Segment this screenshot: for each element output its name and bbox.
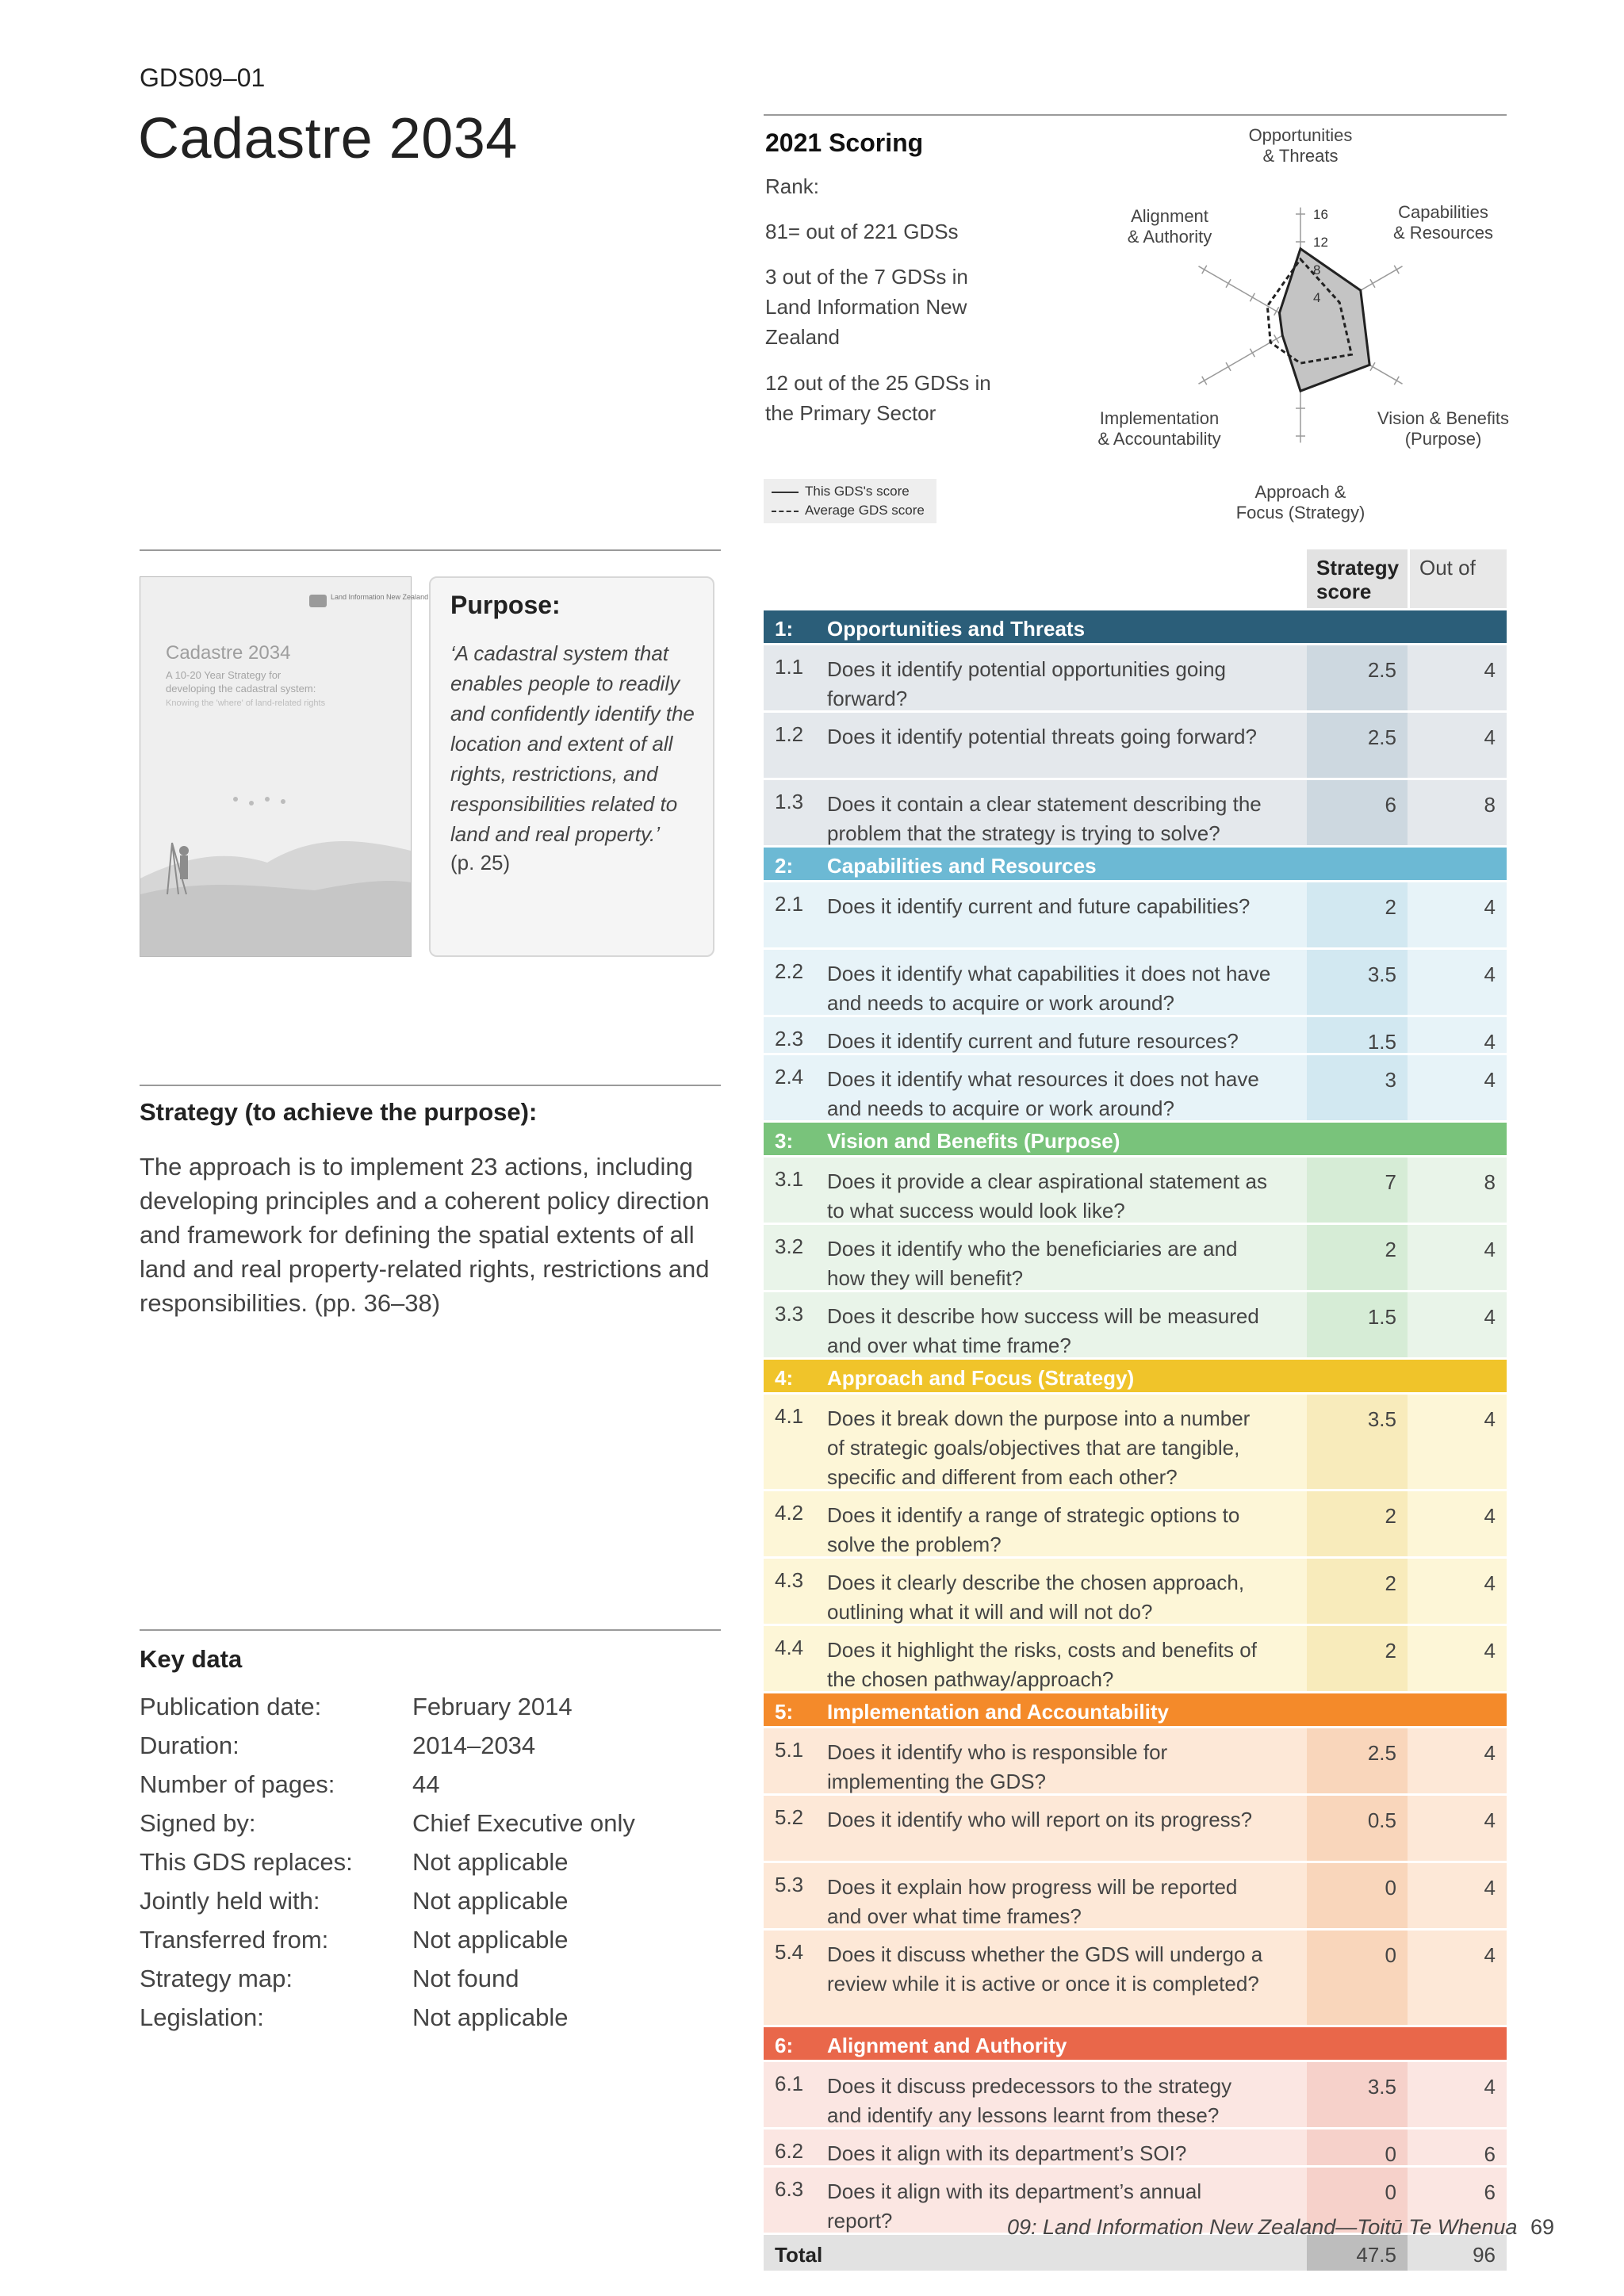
section-title: Opportunities and Threats — [827, 617, 1086, 641]
outof-cell — [1410, 1225, 1507, 1290]
question-text: Does it identify who will report on its progress? — [827, 1808, 1253, 1831]
out-of-value: 8 — [1484, 793, 1496, 817]
radar-tick-mark — [1250, 293, 1254, 301]
out-of-value: 4 — [1484, 1741, 1496, 1765]
question-number: 4.2 — [775, 1501, 804, 1525]
outof-cell — [1410, 950, 1507, 1015]
strategy-score: 0 — [1385, 2180, 1396, 2204]
table-row — [764, 882, 1507, 950]
page-title: Cadastre 2034 — [138, 107, 518, 170]
out-of-value: 4 — [1484, 2075, 1496, 2099]
question-number: 3.1 — [775, 1167, 804, 1191]
section-number: 4: — [775, 1366, 794, 1390]
strategy-score: 0 — [1385, 1943, 1396, 1967]
outof-cell — [1410, 780, 1507, 845]
table-row — [764, 1395, 1507, 1491]
radar-axis-label: Approach & — [1254, 482, 1346, 502]
outof-cell — [1410, 645, 1507, 710]
radar-tick-mark — [1274, 307, 1279, 315]
strategy-score: 3.5 — [1367, 962, 1396, 986]
key-data-value: Not applicable — [412, 1887, 569, 1915]
table-total-row — [764, 2235, 1507, 2273]
outof-cell — [1410, 1931, 1507, 2025]
score-cell — [1307, 713, 1408, 778]
out-of-value: 4 — [1484, 1068, 1496, 1092]
rank-sector: 12 out of the 25 GDSs in the Primary Sector — [765, 371, 991, 425]
question-number: 1.1 — [775, 655, 804, 679]
outof-cell — [1410, 2062, 1507, 2127]
cover-surveyor — [179, 846, 189, 855]
key-data-label: Duration: — [140, 1732, 239, 1759]
outof-cell — [1410, 882, 1507, 947]
radar-tick-mark — [1370, 279, 1375, 287]
outof-cell — [1410, 1626, 1507, 1691]
question-text: Does it provide a clear aspirational statement as to what success would look like? — [827, 1169, 1267, 1223]
section-number: 1: — [775, 617, 794, 641]
score-cell — [1307, 1395, 1408, 1489]
rank-department: 3 out of the 7 GDSs in Land Information New Zealand — [765, 265, 968, 349]
score-cell — [1307, 1728, 1408, 1793]
key-data-value: Not found — [412, 1965, 519, 1992]
question-text: Does it discuss whether the GDS will undergo a review while it is active or once it is completed? — [827, 1942, 1263, 1996]
out-of-value: 4 — [1484, 1030, 1496, 1054]
table-row — [764, 1931, 1507, 2027]
question-text: Does it align with its department’s SOI? — [827, 2141, 1187, 2165]
key-data-label: Number of pages: — [140, 1770, 335, 1798]
outof-cell — [1410, 1292, 1507, 1357]
question-number: 5.3 — [775, 1873, 804, 1896]
key-data-value: Chief Executive only — [412, 1809, 635, 1837]
section-header-row — [764, 2027, 1507, 2062]
strategy-score: 0 — [1385, 1876, 1396, 1900]
cover-title: Cadastre 2034 — [166, 642, 291, 664]
strategy-score: 3.5 — [1367, 2075, 1396, 2099]
outof-cell — [1410, 1728, 1507, 1793]
question-number: 6.1 — [775, 2072, 804, 2095]
total-outof-cell — [1410, 2235, 1507, 2271]
key-data-value: February 2014 — [412, 1693, 573, 1720]
scoring-divider — [764, 114, 1507, 116]
score-cell — [1307, 1017, 1408, 1053]
question-text: Does it identify current and future capabilities? — [827, 894, 1251, 918]
table-row — [764, 1626, 1507, 1693]
divider-cover — [140, 549, 721, 551]
radar-tick-mark — [1394, 377, 1399, 385]
question-number: 4.3 — [775, 1568, 804, 1592]
table-row — [764, 1728, 1507, 1796]
radar-axis-label: (Purpose) — [1404, 429, 1482, 449]
radar-tick-label: 16 — [1313, 207, 1328, 222]
question-text: Does it identify who is responsible for implementing the GDS? — [827, 1740, 1168, 1793]
section-header-row — [764, 610, 1507, 645]
table-row — [764, 1225, 1507, 1292]
strategy-score: 2 — [1385, 1238, 1396, 1261]
cover-subtitle-2: developing the cadastral system: — [166, 683, 316, 695]
out-of-value: 4 — [1484, 1639, 1496, 1663]
out-of-value: 4 — [1484, 895, 1496, 919]
radar-tick-mark — [1274, 335, 1279, 342]
strategy-score: 3 — [1385, 1068, 1396, 1092]
out-of-value: 4 — [1484, 962, 1496, 986]
key-data-value: Not applicable — [412, 2003, 569, 2031]
key-data-title: Key data — [140, 1645, 243, 1673]
strategy-score: 2 — [1385, 1504, 1396, 1528]
question-text: Does it highlight the risks, costs and benefits of the chosen pathway/approach? — [827, 1638, 1257, 1691]
question-number: 4.1 — [775, 1404, 804, 1428]
out-of-value: 4 — [1484, 1876, 1496, 1900]
out-of-value: 4 — [1484, 1571, 1496, 1595]
radar-tick-mark — [1202, 266, 1207, 274]
table-row — [764, 950, 1507, 1017]
strategy-text: The approach is to implement 23 actions, including developing principles and a coherent policy direction and framework for defining the spatial extents of all land and real property-related rights, restrictions and responsibilities. (pp. 36–38) — [140, 1153, 710, 1317]
outof-cell — [1410, 1395, 1507, 1489]
section-title: Approach and Focus (Strategy) — [827, 1366, 1135, 1390]
section-number: 5: — [775, 1700, 794, 1724]
out-of-value: 4 — [1484, 1504, 1496, 1528]
outof-cell — [1410, 1491, 1507, 1556]
section-title: Capabilities and Resources — [827, 854, 1097, 878]
table-row — [764, 780, 1507, 848]
out-of-value: 4 — [1484, 725, 1496, 749]
radar-tick-mark — [1250, 349, 1254, 357]
question-number: 2.2 — [775, 959, 804, 983]
question-text: Does it identify who the beneficiaries are and how they will benefit? — [827, 1237, 1238, 1290]
key-data-value: Not applicable — [412, 1848, 569, 1876]
legend-average — [772, 502, 925, 519]
table-row — [764, 1055, 1507, 1123]
strategy-score: 3.5 — [1367, 1407, 1396, 1431]
outof-cell — [1410, 1017, 1507, 1053]
key-data-value: Not applicable — [412, 1926, 569, 1954]
table-row — [764, 645, 1507, 713]
section-number: 3: — [775, 1129, 794, 1153]
score-cell — [1307, 2130, 1408, 2165]
footer-text: 09: Land Information New Zealand—Toitū Te Whenua — [1007, 2215, 1518, 2239]
purpose-quote: ‘A cadastral system that enables people to readily and confidently identify the location and extent of all rights, restrictions, and responsibilities related to land and real property.’ — [450, 641, 695, 846]
table-row — [764, 1292, 1507, 1360]
key-data-label: Strategy map: — [140, 1965, 293, 1992]
section-header-row — [764, 1360, 1507, 1395]
radar-chart — [1094, 119, 1522, 539]
radar-tick-label: 12 — [1313, 235, 1328, 250]
outof-cell — [1410, 1796, 1507, 1861]
header-out-of-label: Out of — [1419, 556, 1476, 580]
question-text: Does it describe how success will be measured and over what time frame? — [827, 1304, 1259, 1357]
strategy-score: 2.5 — [1367, 725, 1396, 749]
question-number: 3.2 — [775, 1234, 804, 1258]
table-row — [764, 1796, 1507, 1863]
radar-axis-label: & Accountability — [1097, 429, 1221, 449]
score-cell — [1307, 1559, 1408, 1624]
divider-strategy — [140, 1085, 721, 1086]
key-data-label: This GDS replaces: — [140, 1848, 353, 1876]
question-text: Does it identify current and future resources? — [827, 1029, 1239, 1053]
score-cell — [1307, 1626, 1408, 1691]
legend-this — [772, 483, 910, 500]
question-text: Does it identify what capabilities it does not have and needs to acquire or work around? — [827, 962, 1271, 1015]
score-cell — [1307, 1796, 1408, 1861]
table-body — [764, 610, 1507, 2235]
key-data-label: Publication date: — [140, 1693, 322, 1720]
key-data-label: Legislation: — [140, 2003, 264, 2031]
radar-axis-label: & Threats — [1262, 146, 1339, 166]
section-title: Vision and Benefits (Purpose) — [827, 1129, 1120, 1153]
question-text: Does it align with its department’s annual report? — [827, 2179, 1202, 2233]
key-data-label: Jointly held with: — [140, 1887, 320, 1915]
radar-axis-label: Focus (Strategy) — [1235, 503, 1365, 522]
question-text: Does it identify potential opportunities going forward? — [827, 657, 1226, 710]
score-cell — [1307, 1158, 1408, 1223]
legend-dashed-line — [772, 511, 799, 512]
header-strategy-score — [1307, 549, 1408, 608]
cover-illustration — [140, 577, 429, 956]
strategy-score: 1.5 — [1367, 1305, 1396, 1329]
total-label: Total — [775, 2243, 823, 2267]
cover-tagline: Knowing the 'where' of land-related rights — [166, 698, 326, 708]
out-of-value: 4 — [1484, 658, 1496, 682]
score-cell — [1307, 1225, 1408, 1290]
chart-legend — [764, 479, 936, 523]
header-out-of — [1410, 549, 1507, 608]
out-of-value: 8 — [1484, 1170, 1496, 1194]
score-cell — [1307, 1863, 1408, 1928]
radar-tick-mark — [1202, 377, 1207, 385]
radar-axis-label: Capabilities — [1398, 202, 1488, 222]
score-cell — [1307, 780, 1408, 845]
out-of-value: 4 — [1484, 1305, 1496, 1329]
strategy-title: Strategy (to achieve the purpose): — [140, 1098, 538, 1126]
question-text: Does it clearly describe the chosen approach, outlining what it will and will not do? — [827, 1571, 1245, 1624]
scoring-title: 2021 Scoring — [765, 128, 924, 157]
question-text: Does it contain a clear statement describing the problem that the strategy is trying to solve? — [827, 792, 1262, 845]
scoring-table — [764, 549, 1507, 2273]
table-row — [764, 1491, 1507, 1559]
legend-average-label: Average GDS score — [805, 503, 925, 518]
question-number: 6.3 — [775, 2177, 804, 2201]
key-data-value: 44 — [412, 1770, 440, 1798]
score-cell — [1307, 882, 1408, 947]
out-of-value: 6 — [1484, 2142, 1496, 2166]
table-row — [764, 2062, 1507, 2130]
outof-cell — [1410, 713, 1507, 778]
table-row — [764, 1158, 1507, 1225]
radar-axis-label: Alignment — [1131, 206, 1208, 226]
score-cell — [1307, 645, 1408, 710]
outof-cell — [1410, 2130, 1507, 2165]
question-number: 3.3 — [775, 1302, 804, 1326]
table-header-row — [764, 549, 1507, 610]
score-cell — [1307, 2062, 1408, 2127]
question-number: 5.1 — [775, 1738, 804, 1762]
rank-label: Rank: — [765, 174, 819, 198]
question-text: Does it identify a range of strategic options to solve the problem? — [827, 1503, 1240, 1556]
question-number: 1.3 — [775, 790, 804, 813]
table-row — [764, 1017, 1507, 1055]
question-text: Does it discuss predecessors to the strategy and identify any lessons learnt from these? — [827, 2074, 1232, 2127]
question-number: 1.2 — [775, 722, 804, 746]
radar-axis-label: Implementation — [1099, 408, 1220, 428]
out-of-value: 4 — [1484, 1238, 1496, 1261]
legend-this-label: This GDS's score — [805, 484, 910, 499]
question-text: Does it break down the purpose into a number of strategic goals/objectives that are tangible, specific and different from each other? — [827, 1406, 1251, 1489]
document-cover-image — [140, 576, 429, 957]
document-code: GDS09–01 — [140, 63, 266, 92]
strategy-score: 0.5 — [1367, 1808, 1396, 1832]
radar-tick-mark — [1370, 362, 1375, 370]
legend-solid-line — [772, 492, 799, 493]
purpose-reference: (p. 25) — [450, 851, 511, 874]
out-of-value: 4 — [1484, 1943, 1496, 1967]
outof-cell — [1410, 1863, 1507, 1928]
outof-cell — [1410, 1158, 1507, 1223]
divider-key-data — [140, 1629, 721, 1631]
header-strategy-score-label: Strategy score — [1316, 556, 1400, 603]
table-row — [764, 713, 1507, 780]
strategy-score: 1.5 — [1367, 1030, 1396, 1054]
question-number: 4.4 — [775, 1636, 804, 1659]
strategy-score: 6 — [1385, 793, 1396, 817]
strategy-score: 2.5 — [1367, 1741, 1396, 1765]
question-number: 6.2 — [775, 2139, 804, 2163]
radar-tick-mark — [1226, 279, 1231, 287]
page-number: 69 — [1530, 2215, 1555, 2239]
question-text: Does it explain how progress will be reported and over what time frames? — [827, 1875, 1238, 1928]
strategy-score: 2.5 — [1367, 658, 1396, 682]
radar-tick-mark — [1226, 362, 1231, 370]
radar-tick-label: 8 — [1313, 262, 1321, 277]
section-number: 2: — [775, 854, 794, 878]
question-number: 2.1 — [775, 892, 804, 916]
question-number: 2.4 — [775, 1065, 804, 1089]
radar-tick-label: 4 — [1313, 290, 1321, 305]
question-text: Does it identify what resources it does not have and needs to acquire or work around? — [827, 1067, 1259, 1120]
table-row — [764, 1863, 1507, 1931]
score-cell — [1307, 1931, 1408, 2025]
strategy-score: 2 — [1385, 1571, 1396, 1595]
strategy-score: 2 — [1385, 1639, 1396, 1663]
purpose-title: Purpose: — [450, 591, 561, 619]
key-data-label: Transferred from: — [140, 1926, 329, 1954]
score-cell — [1307, 1491, 1408, 1556]
radar-axis-label: & Resources — [1393, 223, 1493, 243]
radar-tick-mark — [1394, 266, 1399, 274]
strategy-score: 2 — [1385, 895, 1396, 919]
score-cell — [1307, 1292, 1408, 1357]
section-title: Implementation and Accountability — [827, 1700, 1169, 1724]
strategy-score: 0 — [1385, 2142, 1396, 2166]
outof-cell — [1410, 1055, 1507, 1120]
table-row — [764, 1559, 1507, 1626]
outof-cell — [1410, 1559, 1507, 1624]
question-number: 5.2 — [775, 1805, 804, 1829]
out-of-value: 6 — [1484, 2180, 1496, 2204]
key-data-label: Signed by: — [140, 1809, 256, 1837]
strategy-score: 7 — [1385, 1170, 1396, 1194]
question-number: 5.4 — [775, 1940, 804, 1964]
total-score: 47.5 — [1356, 2243, 1396, 2267]
rank-overall: 81= out of 221 GDSs — [765, 220, 959, 243]
radar-axis-label: Opportunities — [1248, 125, 1353, 145]
key-data-value: 2014–2034 — [412, 1732, 536, 1759]
out-of-value: 4 — [1484, 1808, 1496, 1832]
score-cell — [1307, 1055, 1408, 1120]
radar-axis-label: & Authority — [1127, 227, 1212, 247]
total-outof: 96 — [1473, 2243, 1496, 2267]
section-title: Alignment and Authority — [827, 2034, 1067, 2057]
radar-axis-label: Vision & Benefits — [1377, 408, 1509, 428]
cover-subtitle-1: A 10-20 Year Strategy for — [166, 669, 282, 681]
score-cell — [1307, 950, 1408, 1015]
question-number: 2.3 — [775, 1027, 804, 1050]
cover-logo-icon — [309, 595, 327, 607]
section-header-row — [764, 1693, 1507, 1728]
out-of-value: 4 — [1484, 1407, 1496, 1431]
total-score-cell — [1307, 2235, 1408, 2271]
section-number: 6: — [775, 2034, 794, 2057]
section-header-row — [764, 848, 1507, 882]
cover-org: Land Information New Zealand — [331, 593, 429, 601]
table-row — [764, 2130, 1507, 2168]
section-header-row — [764, 1123, 1507, 1158]
question-text: Does it identify potential threats going forward? — [827, 725, 1257, 748]
